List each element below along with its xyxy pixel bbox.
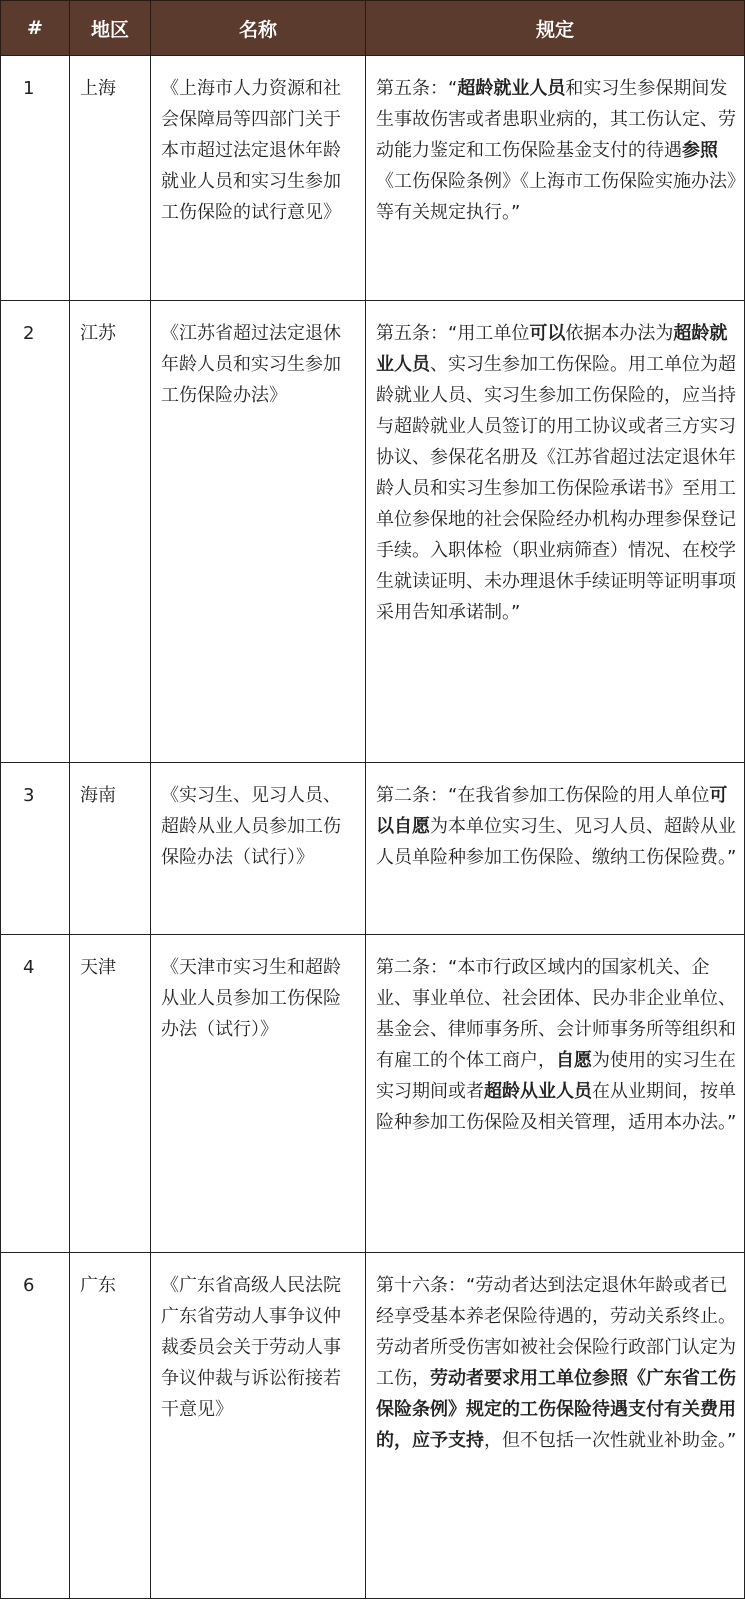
rule-emphasis: 可以自愿 <box>376 785 728 837</box>
row-rule <box>366 56 745 301</box>
rule-text: 第五条：“用工单位 <box>376 323 530 344</box>
rule-text: 为使用的实习生在实习期间或者 <box>376 1050 736 1102</box>
header-row <box>1 1 745 56</box>
row-name: 《江苏省超过法定退休年龄人员和实习生参加工伤保险办法》 <box>151 301 366 763</box>
rule-emphasis: 参照 <box>682 140 718 161</box>
table-row <box>1 935 745 1253</box>
row-region: 天津 <box>70 935 151 1253</box>
header-region: 地区 <box>70 1 151 56</box>
row-number: 2 <box>1 301 70 763</box>
rule-text: 依据本办法为 <box>565 323 674 344</box>
rule-emphasis: 可以 <box>529 323 566 344</box>
row-region: 江苏 <box>70 301 151 763</box>
row-name: 《实习生、见习人员、超龄从业人员参加工伤保险办法（试行）》 <box>151 763 366 935</box>
table-row <box>1 763 745 935</box>
row-region: 上海 <box>70 56 151 301</box>
rule-text: 第二条：“本市行政区域内的国家机关、企业、事业单位、社会团体、民办非企业单位、基金会、律师事务所、会计师事务所等组织和有雇工的个体工商户， <box>376 957 736 1071</box>
table-row <box>1 1253 745 1599</box>
row-name: 《天津市实习生和超龄从业人员参加工伤保险办法（试行）》 <box>151 935 366 1253</box>
row-number: 1 <box>1 56 70 301</box>
rule-text: 为本单位实习生、见习人员、超龄从业人员单险种参加工伤保险、缴纳工伤保险费。” <box>376 816 737 868</box>
header-rule: 规定 <box>366 1 745 56</box>
row-number: 4 <box>1 935 70 1253</box>
rule-emphasis: 超龄就业人员 <box>376 323 728 375</box>
row-rule <box>366 1253 745 1599</box>
rule-text: 第二条：“在我省参加工伤保险的用人单位 <box>376 785 710 806</box>
row-name: 《广东省高级人民法院广东省劳动人事争议仲裁委员会关于劳动人事争议仲裁与诉讼衔接若干意见》 <box>151 1253 366 1599</box>
row-number: 6 <box>1 1253 70 1599</box>
rule-emphasis: 自愿 <box>556 1050 592 1071</box>
header-name: 名称 <box>151 1 366 56</box>
rule-text: ，但不包括一次性就业补助金。” <box>484 1430 737 1451</box>
row-rule <box>366 763 745 935</box>
rule-emphasis: 超龄就业人员 <box>457 78 566 99</box>
row-rule <box>366 935 745 1253</box>
row-region: 海南 <box>70 763 151 935</box>
rule-text: 和实习生参保期间发生事故伤害或者患职业病的，其工伤认定、劳动能力鉴定和工伤保险基金支付的待遇 <box>376 78 736 161</box>
row-region: 广东 <box>70 1253 151 1599</box>
rule-text: 《工伤保险条例》《上海市工伤保险实施办法》等有关规定执行。” <box>376 171 736 223</box>
row-name: 《上海市人力资源和社会保障局等四部门关于本市超过法定退休年龄就业人员和实习生参加工伤保险的试行意见》 <box>151 56 366 301</box>
rule-text: 第五条：“ <box>376 78 458 99</box>
rule-text: 、实习生参加工伤保险。用工单位为超龄就业人员、实习生参加工伤保险的，应当持与超龄就业人员签订的用工协议或者三方实习协议、参保花名册及《江苏省超过法定退休年龄人员和实习生参加工伤保险承诺书》至用工单位参保地的社会保险经办机构办理参保登记手续。入职体检（职业病筛查）情况、在校学生就读证明、未办理退休手续证明等证明事项采用告知承诺制。” <box>376 354 736 623</box>
table-row <box>1 301 745 763</box>
rule-emphasis: 超龄从业人员 <box>484 1081 592 1102</box>
rule-text: 第十六条：“劳动者达到法定退休年龄或者已经享受基本养老保险待遇的，劳动关系终止。劳动者所受伤害如被社会保险行政部门认定为工伤， <box>376 1275 736 1389</box>
rule-text: 在从业期间，按单险种参加工伤保险及相关管理，适用本办法。” <box>376 1081 737 1133</box>
header-number: # <box>1 1 70 56</box>
table-row <box>1 56 745 301</box>
rule-emphasis: 劳动者要求用工单位参照《广东省工伤保险条例》规定的工伤保险待遇支付有关费用的，应予支持 <box>376 1368 736 1451</box>
row-rule <box>366 301 745 763</box>
row-number: 3 <box>1 763 70 935</box>
